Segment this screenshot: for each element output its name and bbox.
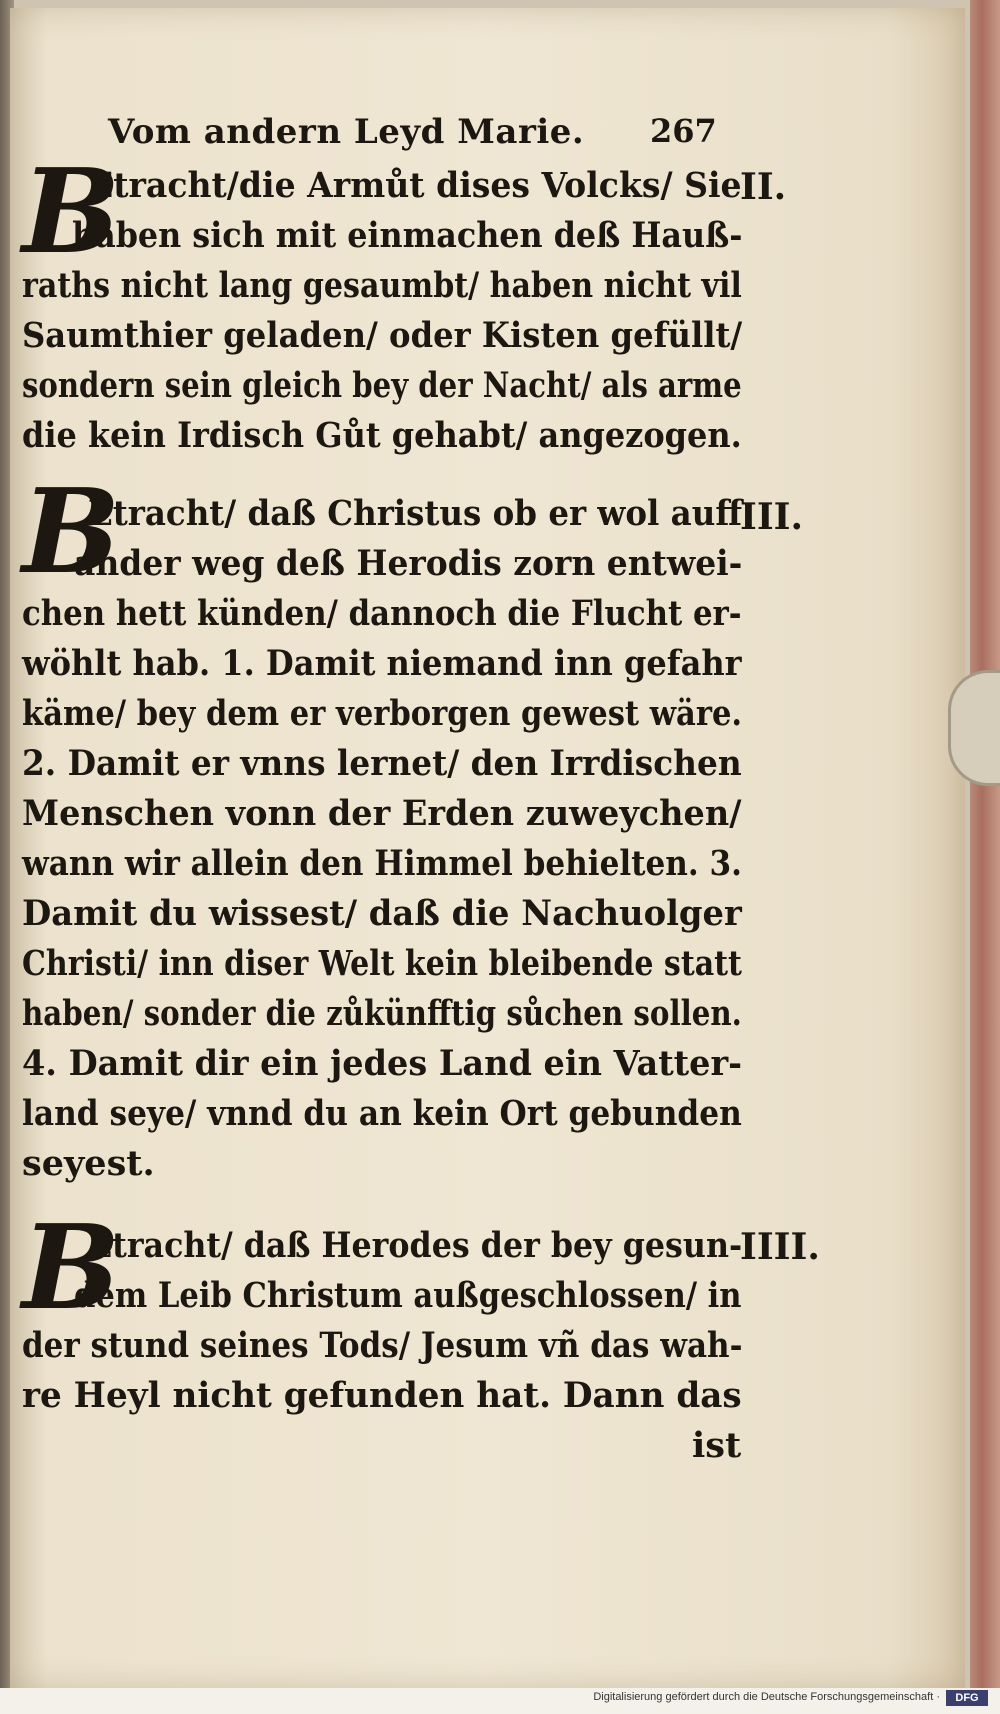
margin-numeral-iii: III. <box>740 496 804 538</box>
running-title: Vom andern Leyd Marie. <box>108 112 585 152</box>
text-line: Christi/ inn diser Welt kein bleibende statt <box>22 943 742 984</box>
text-line: wann wir allein den Himmel behielten. 3. <box>22 843 742 884</box>
drop-cap-initial: B <box>22 464 121 600</box>
text-line: sondern sein gleich bey der Nacht/ als arme <box>22 365 742 406</box>
text-line: re Heyl nicht gefunden hat. Dann das <box>22 1375 742 1416</box>
text-line: 4. Damit dir ein jedes Land ein Vatter- <box>22 1043 743 1084</box>
page-edge <box>970 0 1000 1714</box>
text-line: dem Leib Christum außgeschlossen/ in <box>74 1275 742 1316</box>
text-line: Etracht/ daß Herodes der bey gesun- <box>88 1225 743 1266</box>
digitization-credit: Digitalisierung gefördert durch die Deutsche Forschungsgemeinschaft · <box>593 1691 940 1703</box>
text-line: seyest. <box>22 1143 155 1184</box>
paragraph-ii <box>22 144 743 460</box>
paragraph-iii <box>22 464 743 1208</box>
text-line: raths nicht lang gesaumbt/ haben nicht vil <box>22 265 742 306</box>
drop-cap-initial: B <box>22 1200 121 1336</box>
text-line: 2. Damit er vnns lernet/ den Irrdischen <box>22 743 742 784</box>
paragraph-iiii <box>22 1200 743 1490</box>
text-line: land seye/ vnnd du an kein Ort gebunden <box>22 1093 742 1134</box>
text-line: Menschen vonn der Erden zuweychen/ <box>22 793 742 834</box>
text-line: haben/ sonder die zůkünfftig sůchen sollen. <box>22 993 742 1034</box>
text-line: der stund seines Tods/ Jesum vñ das wah- <box>22 1325 743 1366</box>
drop-cap-initial: B <box>22 144 121 280</box>
book-clasp <box>948 670 1000 786</box>
text-line: Damit du wissest/ daß die Nachuolger <box>22 893 742 934</box>
margin-numeral-iiii: IIII. <box>740 1226 820 1268</box>
dfg-logo: DFG <box>946 1690 988 1706</box>
text-line: die kein Irdisch Gůt gehabt/ angezogen. <box>22 415 742 456</box>
text-line: chen hett künden/ dannoch die Flucht er- <box>22 593 742 634</box>
text-line: Saumthier geladen/ oder Kisten gefüllt/ <box>22 315 743 356</box>
catchword: ist <box>692 1425 742 1466</box>
text-line: Etracht/ daß Christus ob er wol auff <box>88 493 742 534</box>
margin-numeral-ii: II. <box>740 166 787 208</box>
text-line: wöhlt hab. 1. Damit niemand inn gefahr <box>22 643 742 684</box>
page-number: 267 <box>650 112 717 150</box>
text-line: käme/ bey dem er verborgen gewest wäre. <box>22 693 743 734</box>
text-line: ander weg deß Herodis zorn entwei- <box>74 543 743 584</box>
text-line: haben sich mit einmachen deß Hauß- <box>72 215 743 256</box>
text-line: Etracht/die Armůt dises Volcks/ Sie <box>88 165 742 206</box>
